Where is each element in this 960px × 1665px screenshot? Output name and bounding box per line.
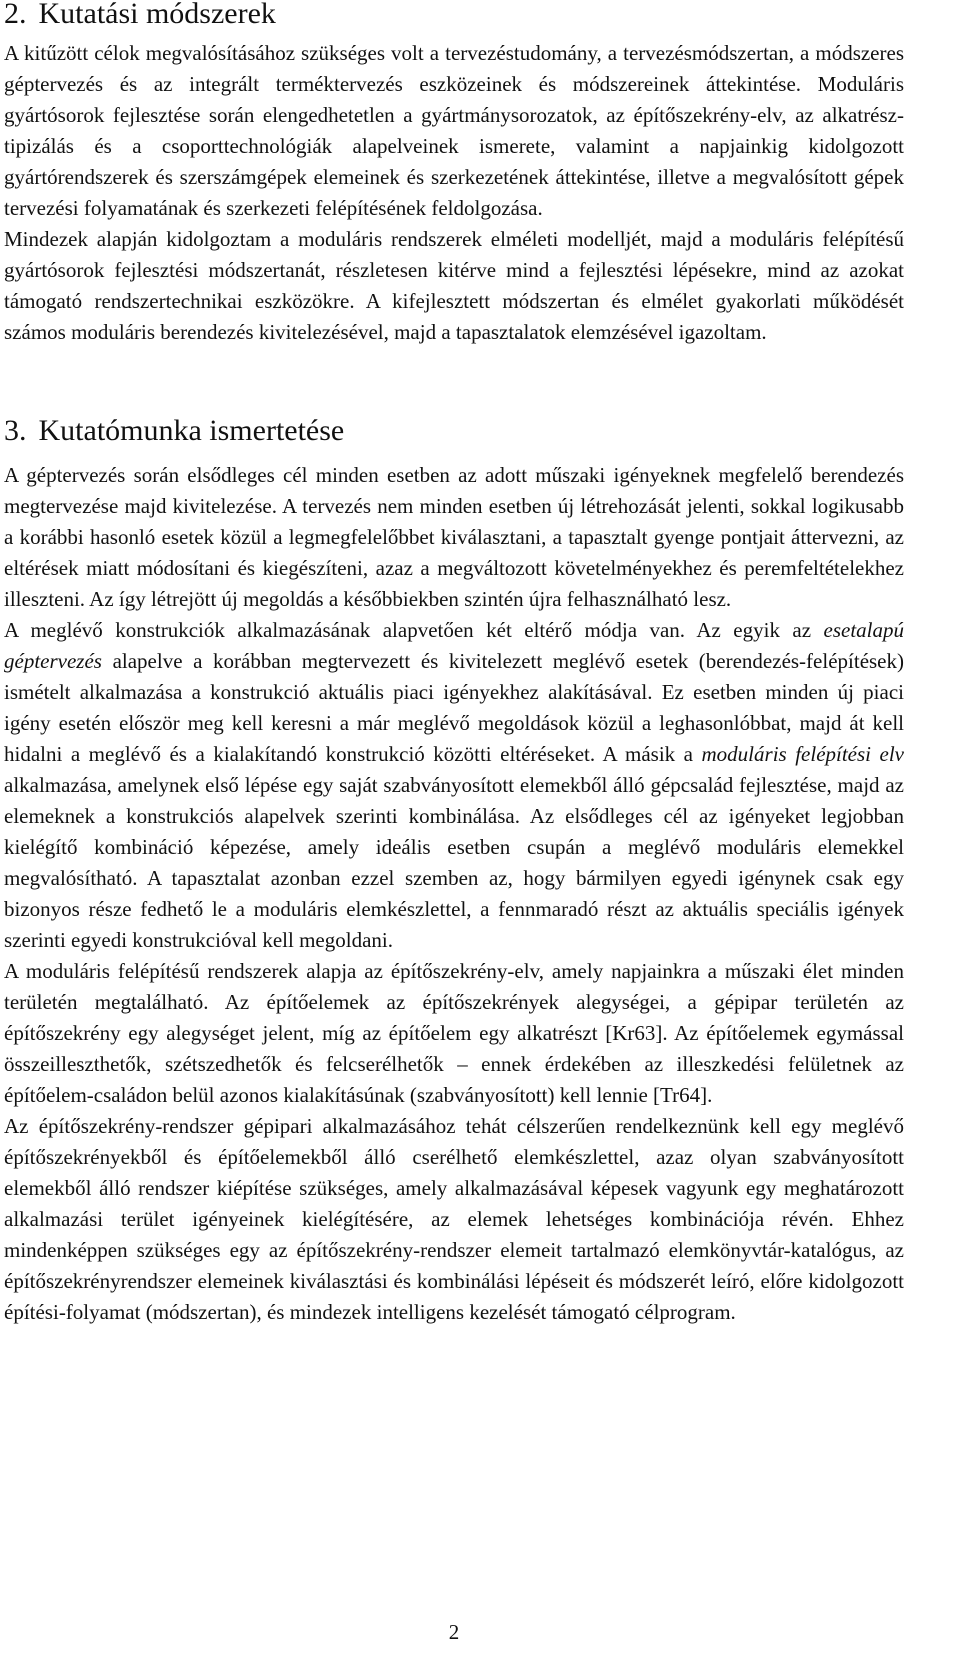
text-run: alkalmazása, amelynek első lépése egy saját szabványosított elemekből álló gépcsalád fejlesztése, majd az elemeknek a konstrukciós alapelvek szerinti kombinálása. Az elsődleges cél az igényeket legjobban kielégítő kombináció képezése, amely ideális esetben csupán a meglévő moduláris elemekkel megvalósítható. A tapasztalat azonban ezzel szemben az, hogy bármilyen egyedi igénynek csak egy bizonyos része fedhető le a moduláris elemkészlettel, a fennmaradó részt az aktuális speciális igények szerinti egyedi konstrukcióval kell megoldani. xyxy=(4,773,904,952)
section-title: Kutatómunka ismertetése xyxy=(38,414,345,447)
section-title: Kutatási módszerek xyxy=(38,0,276,30)
paragraph: A géptervezés során elsődleges cél minden esetben az adott műszaki igényeknek megfelelő berendezés megtervezése majd kivitelezése. A tervezés nem minden esetben új létrehozását jelenti, sokkal logikusabb a korábbi hasonló esetek közül a legmegfelelőbbet kiválasztani, a tapasztalt gyenge pontjait áttervezni, az eltérések miatt módosítani és kiegészíteni, azaz a megváltozott követelményekhez és peremfeltételekhez illeszteni. Az így létrejött új megoldás a későbbiekben szintén újra felhasználható lesz. xyxy=(4,463,904,611)
section-body-kutatasi-modszerek xyxy=(4,38,904,348)
section-number: 2. xyxy=(4,0,27,30)
text-run: alapelve a korábban megtervezett és kivitelezett meglévő esetek (berendezés-felépítések) ismételt alkalmazása a konstrukció aktuális piaci igényekhez alakításával. Ez esetben minden új piaci igény esetén először meg kell keresni a már meglévő megoldások közül a leghasonlóbbat, majd át kell hidalni a meglévő és a kialakítandó konstrukció közötti eltéréseket. A másik a xyxy=(4,649,904,766)
paragraph: A kitűzött célok megvalósításához szükséges volt a tervezéstudomány, a tervezésmódszertan, a módszeres géptervezés és az integrált terméktervezés eszközeinek és módszereinek áttekintése. Moduláris gyártósorok fejlesztése során elengedhetetlen a gyártmánysorozatok, az építőszekrény-elv, az alkatrész-tipizálás és a csoporttechnológiák alapelveinek ismerete, valamint a napjainkig kidolgozott gyártórendszerek és szerszámgépek elemeinek és szerkezetének áttekintése, illetve a megvalósított gépek tervezési folyamatának és szerkezeti felépítésének feldolgozása. xyxy=(4,41,904,220)
emphasis-term: esetalapú géptervezés xyxy=(4,618,904,673)
paragraph: Az építőszekrény-rendszer gépipari alkalmazásához tehát célszerűen rendelkeznünk kell egy meglévő építőszekrényekből és építőelemekből álló cserélhető elemkészlettel, azaz olyan szabványosított elemekből álló rendszer kiépítése szükséges, amely alkalmazásával képesek vagyunk egy meghatározott alkalmazási terület igényeinek kielégítésére, az elemek lehetséges kombinációja révén. Ehhez mindenképpen szükséges egy az építőszekrény-rendszer elemeit tartalmazó elemkönyvtár-katalógus, az építőszekrényrendszer elemeinek kiválasztási és kombinálási lépéseit és módszerét leíró, előre kidolgozott építési-folyamat (módszertan), és mindezek intelligens kezelését támogató célprogram. xyxy=(4,1114,904,1324)
emphasis-term: moduláris felépítési elv xyxy=(701,742,904,766)
paragraph: Mindezek alapján kidolgoztam a moduláris rendszerek elméleti modelljét, majd a moduláris felépítésű gyártósorok fejlesztési módszertanát, részletesen kitérve mind a fejlesztési lépésekre, mind az azokat támogató rendszertechnikai eszközökre. A kifejlesztett módszertan és elmélet gyakorlati működését számos moduláris berendezés kivitelezésével, majd a tapasztalatok elemzésével igazoltam. xyxy=(4,227,904,344)
section-heading-kutatomunka-ismertetese xyxy=(4,414,344,448)
section-number: 3. xyxy=(4,414,27,447)
page-number: 2 xyxy=(448,1620,460,1644)
text-run: A meglévő konstrukciók alkalmazásának alapvetően két eltérő módja van. Az egyik az xyxy=(4,618,824,642)
paragraph: A moduláris felépítésű rendszerek alapja az építőszekrény-elv, amely napjainkra a műszaki élet minden területén megtalálható. Az építőelemek az építőszekrények alegységei, a gépipar területén az építőszekrény egy alegységet jelent, míg az építőelem egy alkatrészt [Kr63]. Az építőelemek egymással összeilleszthetők, szétszedhetők és felcserélhetők – ennek érdekében az illeszkedési felületnek az építőelem-családon belül azonos kialakításúnak (szabványosított) kell lennie [Tr64]. xyxy=(4,959,904,1107)
paragraph xyxy=(4,615,904,956)
section-heading-kutatasi-modszerek xyxy=(4,0,276,31)
section-body-kutatomunka-ismertetese xyxy=(4,460,904,1328)
